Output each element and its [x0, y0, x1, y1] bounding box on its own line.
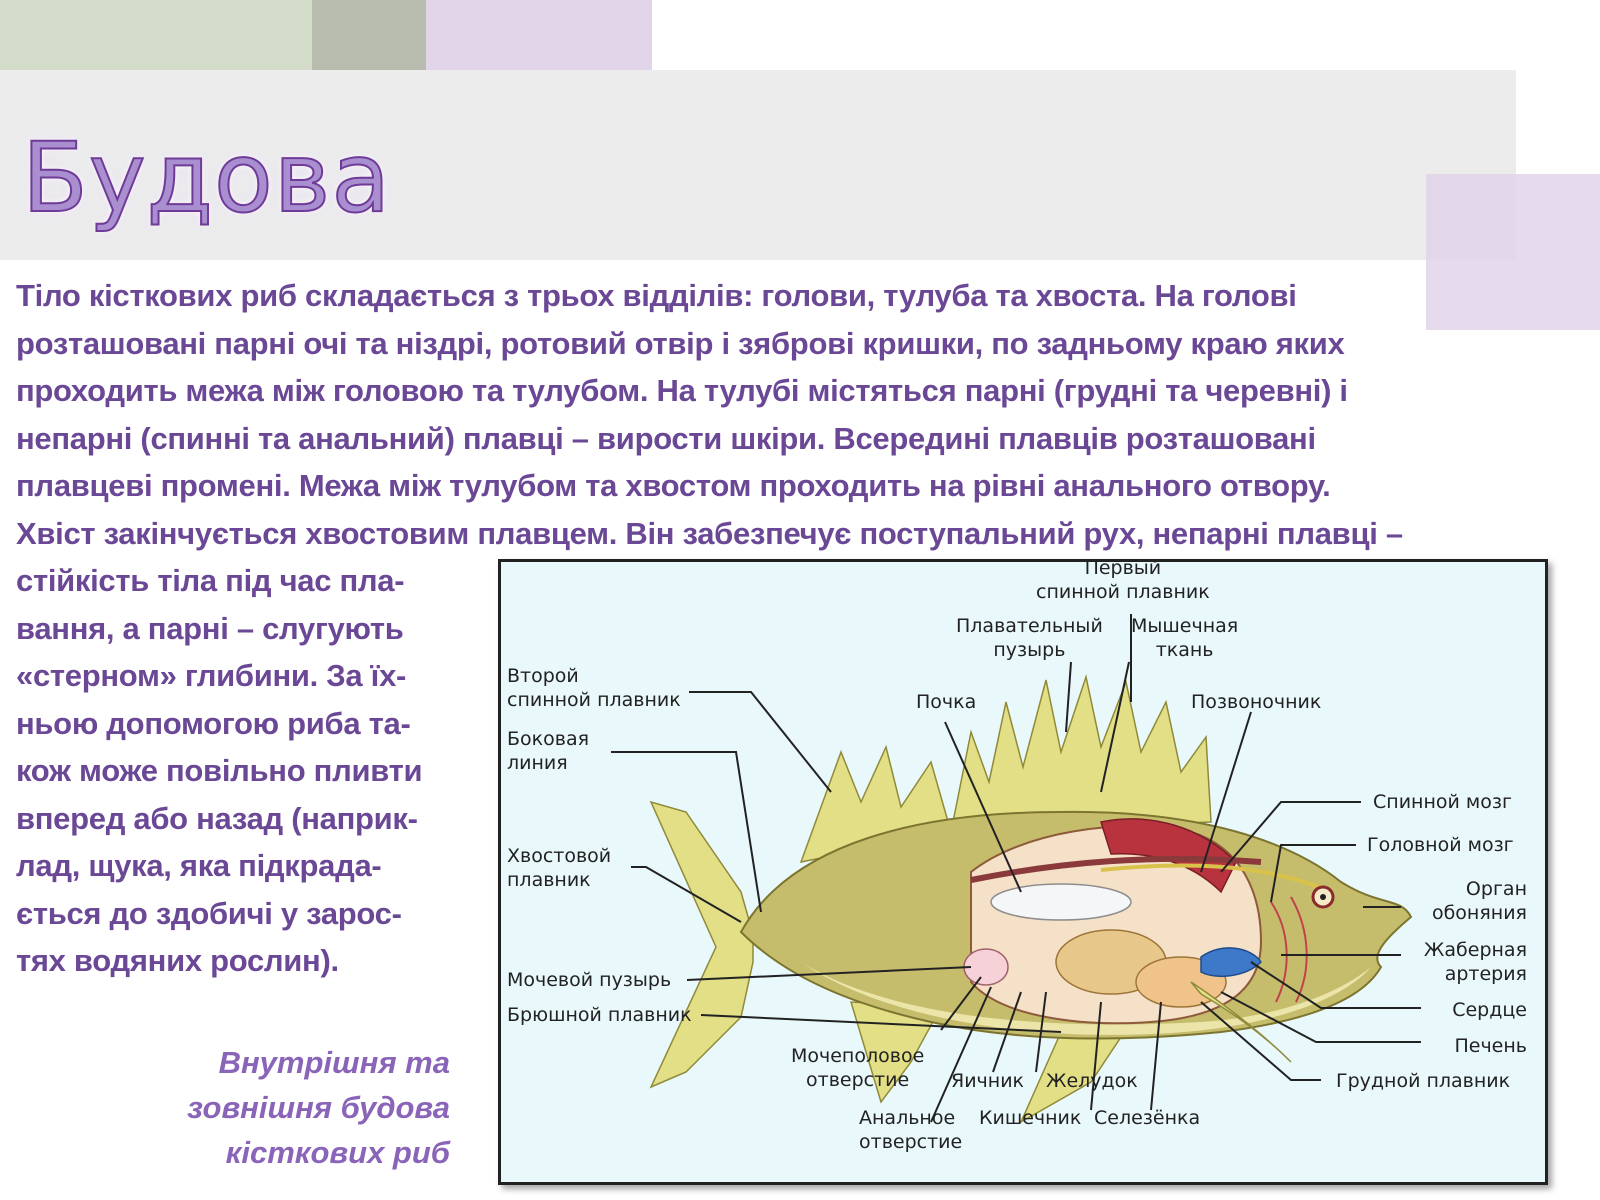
label-line: артерия: [1444, 963, 1527, 985]
label-line: ткань: [1155, 639, 1214, 661]
swim-bladder-shape: [991, 884, 1131, 920]
label-line: Печень: [1454, 1035, 1527, 1057]
body-line: Хвіст закінчується хвостовим плавцем. Він забезпечує поступальний рух, непарні плавці –: [16, 515, 1403, 551]
label-line: Желудок: [1046, 1070, 1138, 1092]
label-line: Жаберная: [1423, 939, 1527, 961]
label-swim-bladder: [956, 614, 1103, 662]
label-line: отверстие: [806, 1069, 910, 1091]
body-line: стійкість тіла під час пла-: [16, 563, 405, 598]
label-olfactory-organ: [1432, 877, 1527, 925]
label-gill-artery: [1424, 938, 1527, 986]
label-ovary: [951, 1069, 1024, 1093]
label-line: плавник: [507, 869, 591, 891]
label-line: Головной мозг: [1367, 834, 1514, 856]
label-line: Анальное: [859, 1107, 956, 1129]
fish-pupil: [1320, 894, 1326, 900]
body-line: ється до здобичі у зарос-: [16, 895, 402, 931]
label-intestine: [979, 1106, 1081, 1130]
label-spleen: [1094, 1106, 1200, 1130]
first-dorsal-fin: [951, 677, 1211, 832]
label-line: Мышечная: [1131, 615, 1239, 637]
label-stomach: [1046, 1069, 1138, 1093]
body-line: вання, а парні – слугують: [16, 610, 404, 646]
label-second-dorsal-fin: [507, 664, 681, 712]
slide-title: Будова: [22, 122, 392, 234]
body-line: вперед або назад (наприк-: [16, 800, 418, 836]
label-line: Орган: [1465, 878, 1527, 900]
label-line: Боковая: [507, 728, 590, 750]
label-line: линия: [507, 752, 568, 774]
label-muscle-tissue: [1131, 614, 1238, 662]
label-line: Селезёнка: [1094, 1107, 1201, 1129]
label-urinary-bladder: [507, 968, 671, 992]
caption-line: зовнішня будова: [187, 1090, 450, 1125]
body-line: розташовані парні очі та ніздрі, ротовий отвір і зяброві кришки, по задньому краю яких: [16, 325, 1345, 361]
body-line: непарні (спинні та анальний) плавці – вирости шкіри. Всередині плавців розташовані: [16, 420, 1316, 456]
caption-line: Внутрішня та: [218, 1045, 450, 1080]
label-line: Кишечник: [979, 1107, 1082, 1129]
caption-line: кісткових риб: [225, 1135, 450, 1170]
label-line: Яичник: [951, 1070, 1025, 1092]
label-pelvic-fin: [507, 1003, 692, 1027]
label-tail-fin: [507, 844, 611, 892]
label-line: Мочевой пузырь: [507, 969, 672, 991]
label-urogenital-opening: [791, 1044, 924, 1092]
label-line: Сердце: [1452, 999, 1527, 1021]
label-spine: [1191, 690, 1321, 714]
body-line: проходить межа між головою та тулубом. На тулубі містяться парні (грудні та черевні) і: [16, 373, 1348, 408]
label-line: Первый: [1084, 557, 1162, 579]
label-line: Второй: [507, 665, 579, 687]
label-line: Плавательный: [956, 615, 1103, 637]
body-text-left-column: [16, 557, 502, 985]
body-line: Тіло кісткових риб складається з трьох відділів: голови, тулуба та хвоста. На голові: [16, 278, 1297, 313]
label-line: Грудной плавник: [1336, 1070, 1511, 1092]
label-pectoral-fin: [1336, 1069, 1510, 1093]
body-line: тях водяних рослин).: [16, 943, 339, 978]
tail-fin: [651, 802, 753, 1087]
label-line: спинной плавник: [1036, 581, 1210, 603]
label-line: обоняния: [1431, 902, 1527, 924]
label-liver: [1454, 1034, 1527, 1058]
body-line: «стерном» глибини. За їх-: [16, 658, 407, 693]
label-line: Позвоночник: [1191, 691, 1322, 713]
label-line: Почка: [916, 691, 977, 713]
body-line: плавцеві промені. Межа між тулубом та хвостом проходить на рівні анального отвору.: [16, 468, 1331, 503]
body-line: ньою допомогою риба та-: [16, 705, 411, 741]
label-line: отверстие: [859, 1131, 963, 1153]
figure-caption: [150, 1040, 450, 1175]
label-line: спинной плавник: [507, 689, 681, 711]
label-kidney: [916, 690, 976, 714]
label-line: Мочеполовое: [791, 1045, 925, 1067]
label-line: пузырь: [993, 639, 1066, 661]
label-lateral-line: [507, 727, 589, 775]
label-anal-opening: [859, 1106, 962, 1154]
label-line: Спинной мозг: [1373, 791, 1512, 813]
label-line: Хвостовой: [507, 845, 612, 867]
body-text-full-width: [16, 272, 1596, 557]
fish-anatomy-figure: [498, 559, 1548, 1185]
label-heart: [1452, 998, 1527, 1022]
label-line: Брюшной плавник: [507, 1004, 692, 1026]
body-line: кож може повільно пливти: [16, 753, 423, 788]
body-line: лад, щука, яка підкрада-: [16, 848, 382, 883]
label-brain: [1367, 833, 1514, 857]
label-first-dorsal-fin: [1036, 556, 1210, 604]
label-spinal-cord: [1373, 790, 1512, 814]
